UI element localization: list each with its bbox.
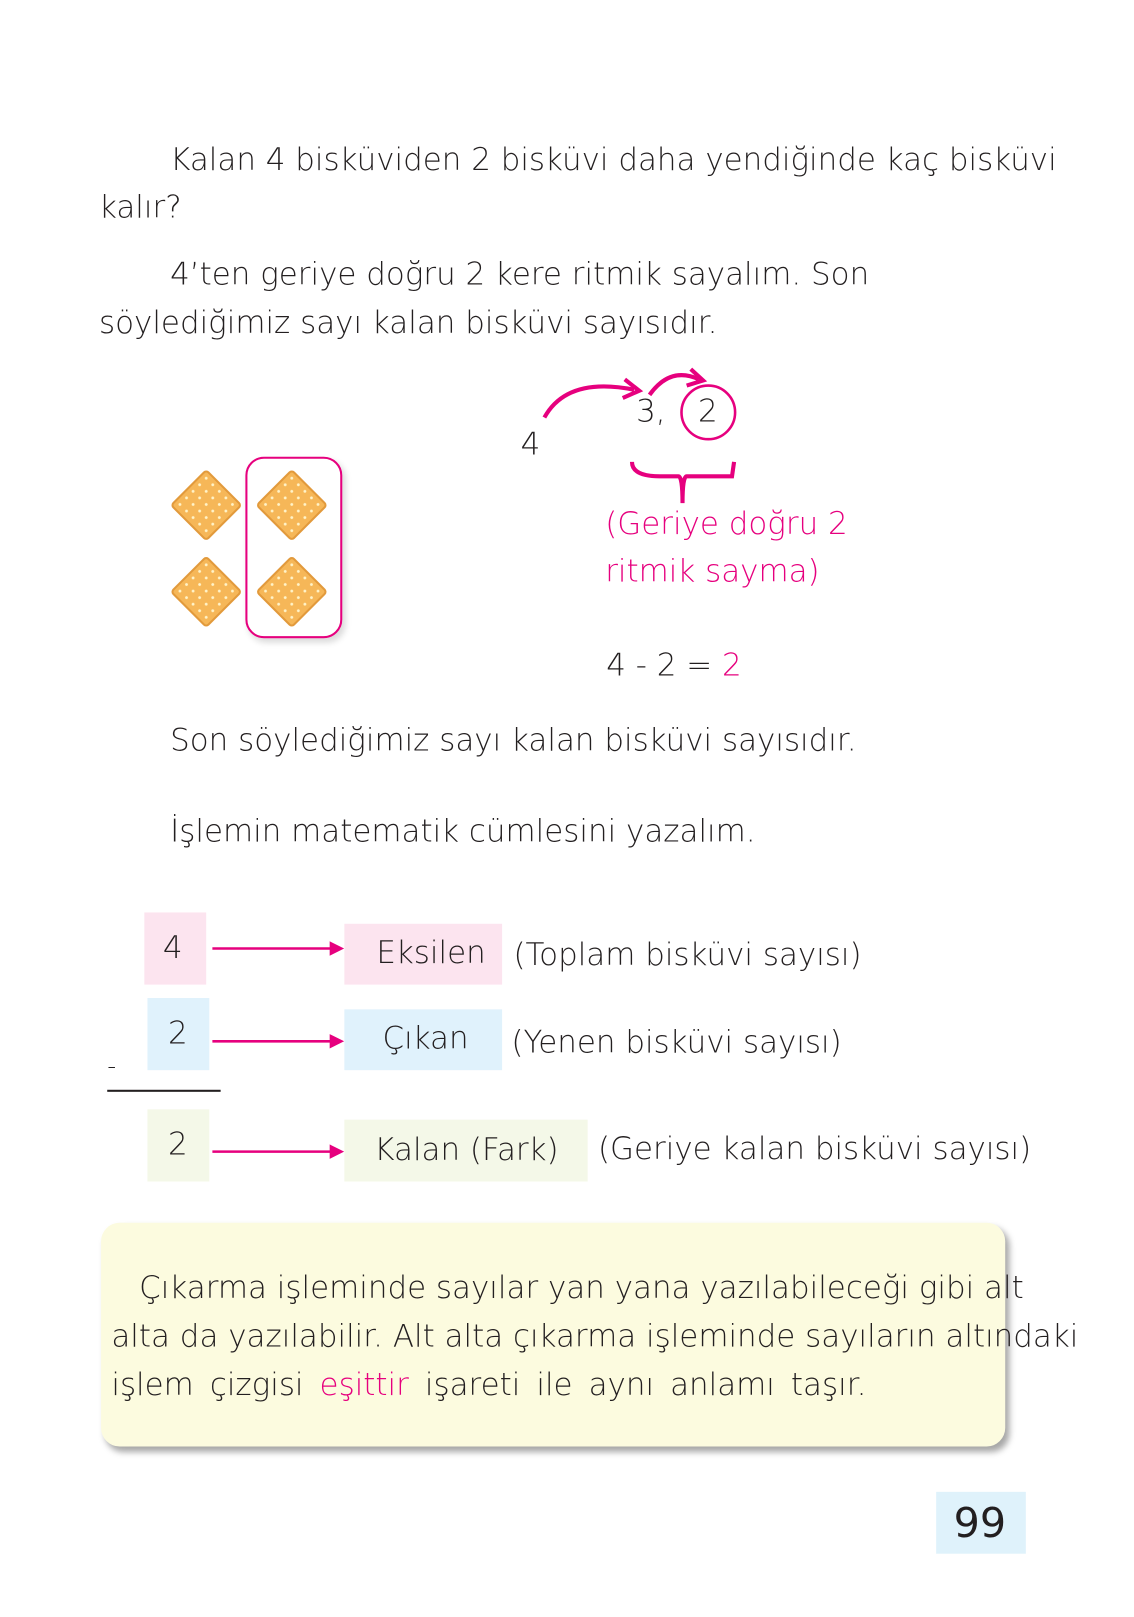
count-result: 2 (697, 393, 718, 430)
minuend-term-label (344, 924, 502, 985)
count-step: 3, (636, 393, 666, 430)
equation-subtrahend: 2 (656, 647, 677, 684)
subtrahend-description: (Yenen bisküvi sayısı) (511, 1024, 842, 1061)
info-line-1: Çıkarma işleminde sayılar yan yana yazılabileceği gibi alt (139, 1270, 1024, 1307)
eaten-biscuits-highlight (245, 457, 342, 638)
conclusion-text: Son söylediğimiz sayı kalan bisküvi sayısıdır. (170, 722, 857, 759)
info-line-3 (111, 1367, 867, 1404)
intro-line-1: Kalan 4 bisküviden 2 bisküvi daha yendiğinde kaç bisküvi (170, 142, 1057, 179)
biscuit-icon (170, 555, 243, 628)
minuend-box (144, 912, 206, 984)
equation (606, 647, 742, 684)
counting-note-line-2: ritmik sayma) (605, 553, 820, 590)
minuend-description: (Toplam bisküvi sayısı) (513, 937, 862, 974)
counting-arrows-icon (516, 361, 763, 516)
term-text: Çıkan (382, 1020, 469, 1057)
equation-result: 2 (722, 647, 742, 684)
counting-note-line-1: (Geriye doğru 2 (605, 506, 848, 543)
minus-sign: - (107, 1051, 117, 1081)
count-start: 4 (520, 426, 541, 463)
equation-equals: = (686, 647, 713, 684)
page-number-box (936, 1492, 1026, 1554)
subtrahend-value: 2 (168, 1015, 188, 1052)
difference-box (147, 1109, 209, 1181)
difference-value: 2 (168, 1126, 188, 1163)
info-text: işlem çizgisi (111, 1367, 304, 1404)
term-text: Kalan (Fark) (374, 1132, 559, 1169)
subtrahend-box (147, 998, 209, 1070)
highlighted-term: eşittir (319, 1367, 409, 1404)
biscuit-icon (170, 469, 243, 542)
intro-line-2: kalır? (98, 189, 182, 226)
difference-description: (Geriye kalan bisküvi sayısı) (597, 1131, 1032, 1168)
equation-minuend: 4 (606, 647, 626, 684)
prompt-text: İşlemin matematik cümlesini yazalım. (170, 813, 756, 850)
instruction-line-1: 4’ten geriye doğru 2 kere ritmik sayalım. Son (170, 256, 870, 293)
arrow-icons (211, 928, 345, 1165)
page-number: 99 (953, 1500, 1007, 1548)
operation-line (107, 1090, 220, 1092)
instruction-line-2: söylediğimiz sayı kalan bisküvi sayısıdır. (98, 305, 718, 342)
difference-term-label (344, 1120, 587, 1182)
minuend-value: 4 (162, 929, 183, 967)
equation-minus: - (635, 647, 647, 684)
subtrahend-term-label (344, 1009, 502, 1070)
info-text: işareti ile aynı anlamı taşır. (424, 1367, 867, 1404)
info-line-2: alta da yazılabilir. Alt alta çıkarma işleminde sayıların altındaki (111, 1318, 1079, 1355)
term-text: Eksilen (376, 935, 486, 972)
